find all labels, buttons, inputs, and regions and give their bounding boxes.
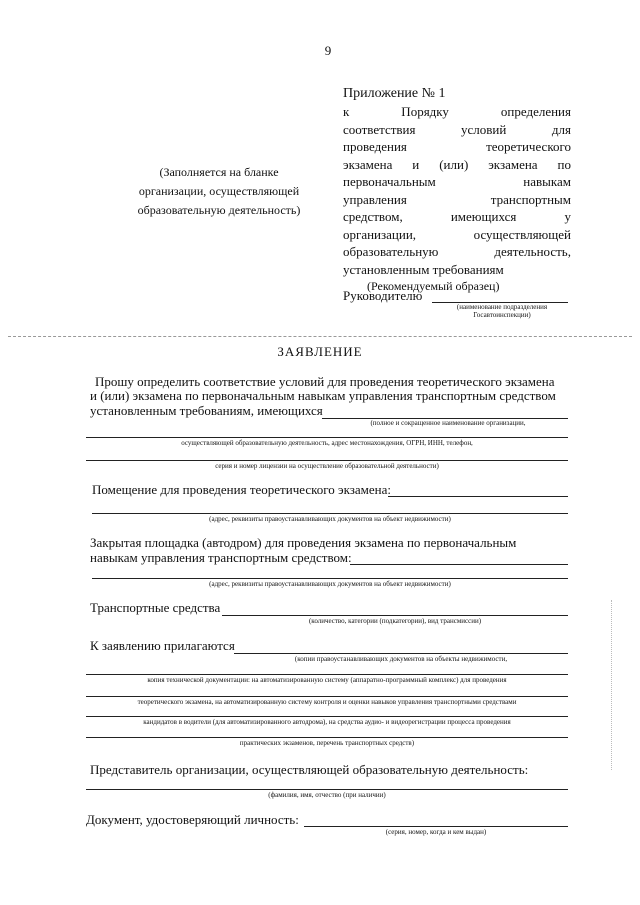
appendix-last-line: установленным требованиям	[343, 261, 504, 277]
room-line-2[interactable]	[92, 513, 568, 514]
appendix-line: управления транспортным	[343, 191, 571, 207]
identity-line[interactable]	[304, 826, 568, 827]
sample-note: (Рекомендуемый образец)	[367, 278, 500, 293]
site-input-line-1[interactable]	[350, 564, 568, 565]
attachments-line-1[interactable]	[234, 653, 568, 654]
statement-heading: ЗАЯВЛЕНИЕ	[277, 344, 363, 359]
room-line-1[interactable]	[388, 496, 568, 497]
attachments-caption-3: теоретического экзамена, на автоматизированную систему контроля и оценки навыков управления транспортными средствами	[137, 698, 517, 706]
appendix-line: соответствия условий для	[343, 121, 571, 137]
attachments-line-4[interactable]	[86, 716, 568, 717]
attachments-caption-2: копия технической документации: на автоматизированную систему (аппаратно-программный комплекс) для проведения	[147, 676, 507, 684]
appendix-line: проведения теоретического	[343, 139, 571, 154]
appendix-line: к Порядку определения	[343, 104, 571, 119]
attachments-line-3[interactable]	[86, 696, 568, 697]
scan-artifact-dots	[611, 600, 612, 770]
attachments-label: К заявлению прилагаются	[90, 638, 235, 653]
attachments-caption-5: практических экзаменов, перечень транспортных средств)	[239, 739, 415, 747]
room-caption: (адрес, реквизиты правоустанавливающих документов на объект недвижимости)	[209, 515, 451, 523]
appendix-line: организации, осуществляющей	[343, 226, 571, 242]
identity-caption: (серия, номер, когда и кем выдан)	[385, 828, 487, 836]
request-line-3: установленным требованиям, имеющихся	[90, 403, 323, 418]
site-input-line-2[interactable]	[92, 578, 568, 579]
organization-caption-1: (полное и сокращенное наименование организации,	[370, 419, 526, 427]
page-number: 9	[324, 43, 332, 58]
organization-details-line[interactable]	[86, 437, 568, 438]
license-line[interactable]	[86, 460, 568, 461]
room-label: Помещение для проведения теоретического экзамена:	[92, 482, 391, 497]
scan-artifact-line	[8, 336, 632, 337]
representative-label: Представитель организации, осуществляющей образовательную деятельность:	[90, 762, 529, 777]
request-line-2: и (или) экзамена по первоначальным навыкам управления транспортным средством	[90, 388, 556, 403]
appendix-line: экзамена и (или) экзамена по	[343, 156, 571, 172]
appendix-line: средством, имеющихся у	[343, 209, 571, 224]
attachments-line-5[interactable]	[86, 737, 568, 738]
appendix-line: первоначальным навыкам	[343, 174, 571, 189]
representative-caption: (фамилия, имя, отчество (при наличии)	[268, 791, 386, 799]
site-line-1: Закрытая площадка (автодром) для проведения экзамена по первоначальным	[90, 535, 517, 550]
recipient-label: Руководителю	[343, 288, 423, 303]
appendix-lines	[343, 103, 571, 261]
representative-line[interactable]	[86, 789, 568, 790]
vehicles-line[interactable]	[222, 615, 568, 616]
attachments-caption-4: кандидатов в водители (для автоматизированного автодрома), на средства аудио- и видеорегистрации процесса проведения	[143, 718, 511, 726]
appendix-block	[343, 85, 571, 294]
attachments-caption-1: (копии правоустанавливающих документов на объекты недвижимости,	[294, 655, 508, 663]
recipient-caption: (наименование подразделения Госавтоинспекции)	[456, 303, 548, 319]
organization-caption-3: серия и номер лицензии на осуществление образовательной деятельности)	[215, 462, 439, 470]
request-line-1: Прошу определить соответствие условий для проведения теоретического экзамена	[95, 374, 555, 389]
organization-caption-2: осуществляющей образовательную деятельность, адрес местонахождения, ОГРН, ИНН, телефон,	[181, 439, 473, 447]
vehicles-caption: (количество, категории (подкатегории), вид трансмиссии)	[308, 617, 482, 625]
appendix-line: образовательную деятельность,	[343, 244, 571, 259]
appendix-title: Приложение № 1	[343, 86, 446, 101]
identity-label: Документ, удостоверяющий личность:	[86, 812, 299, 827]
attachments-line-2[interactable]	[86, 674, 568, 675]
form-note: (Заполняется на бланке организации, осуществляющей образовательную деятельность)	[137, 165, 301, 217]
vehicles-label: Транспортные средства	[90, 600, 221, 615]
site-caption: (адрес, реквизиты правоустанавливающих документов на объект недвижимости)	[209, 580, 451, 588]
site-line-2: навыкам управления транспортным средством:	[90, 550, 352, 565]
